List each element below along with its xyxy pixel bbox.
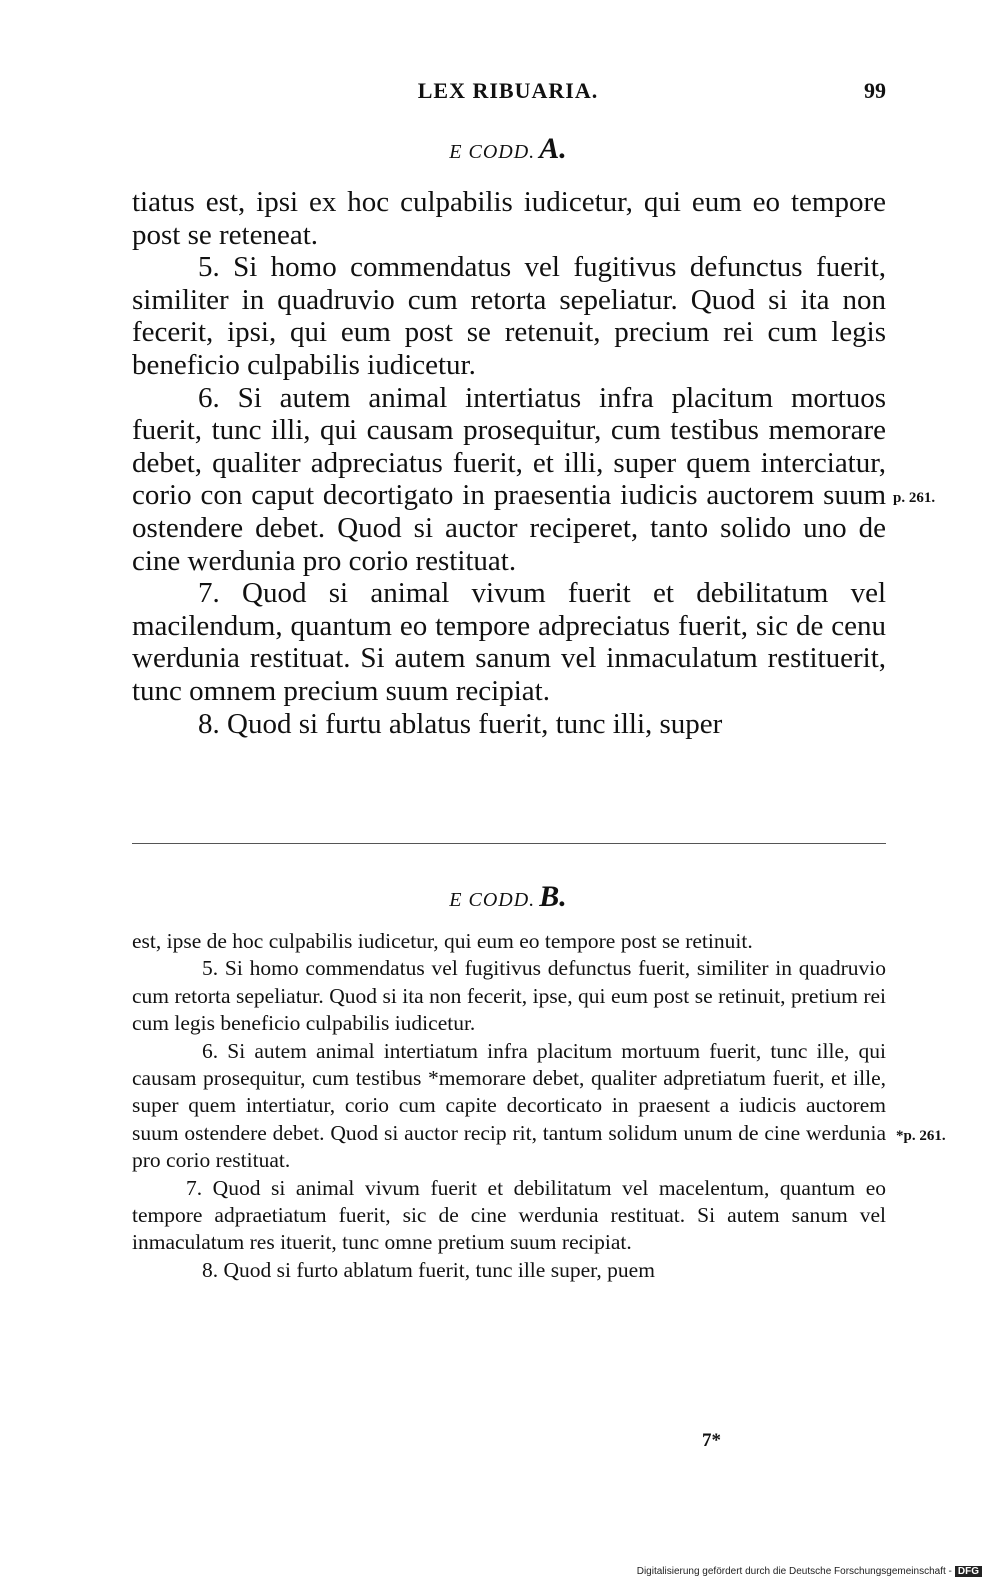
codex-b-paragraph: 7. Quod si animal vivum fuerit et debilitatum vel macelentum, quantum eo tempore adpraetiatum fuerit, sic de cine werdunia restituat. Si autem sanum vel inmaculatum res ituerit, tunc omne pretium suum recipiat.	[132, 1175, 886, 1255]
dfg-logo: DFG	[955, 1566, 982, 1577]
codex-a-heading-prefix: E CODD.	[449, 141, 536, 163]
digitization-footer	[637, 1566, 982, 1577]
codex-b-heading-letter: B.	[539, 880, 567, 913]
codex-a-paragraph: 5. Si homo commendatus vel fugitivus defunctus fuerit, similiter in quadruvio cum retorta sepeliatur. Quod si ita non fecerit, ipsi, qui eum post se retenuit, precium rei cum legis beneficio culpabilis iudicetur.	[132, 251, 886, 381]
signature-mark: 7*	[702, 1430, 721, 1451]
codex-b-paragraph: 8. Quod si furto ablatum fuerit, tunc ille super, puem	[202, 1257, 655, 1282]
footer-text: Digitalisierung gefördert durch die Deutsche Forschungsgemeinschaft -	[636, 1566, 952, 1577]
page-header	[130, 78, 886, 108]
codex-b-paragraph: est, ipse de hoc culpabilis iudicetur, qui eum eo tempore post se retinuit.	[132, 929, 753, 953]
codex-b-margin-note: *p. 261.	[896, 1128, 946, 1144]
section-divider	[132, 843, 886, 844]
codex-a-heading	[130, 132, 886, 166]
running-title: LEX RIBUARIA.	[417, 78, 599, 103]
codex-a-paragraph: tiatus est, ipsi ex hoc culpabilis iudicetur, qui eum eo tempore post se reteneat.	[132, 186, 886, 251]
codex-b-paragraph: 5. Si homo commendatus vel fugitivus defunctus fuerit, similiter in quadruvio cum retorta sepeliatur. Quod si ita non fecerit, ipse, qui eum post se retinuit, pretium rei cum legis beneficio culpabilis iudicetur.	[132, 956, 886, 1036]
codex-a-heading-letter: A.	[539, 132, 567, 165]
codex-a-text	[132, 186, 886, 740]
codex-a-paragraph: 6. Si autem animal intertiatus infra placitum mortuos fuerit, tunc illi, qui causam prosequitur, cum testibus memorare debet, qualiter adpreciatus fuerit, et illi, super quem interciatur, corio con caput decortigato in praesentia iudicis auctorem suum ostendere debet. Quod si auctor reciperet, tanto solido uno de cine werdunia pro corio restituat.	[132, 381, 886, 577]
codex-a-margin-note: p. 261.	[893, 490, 936, 506]
codex-b-text	[132, 928, 886, 1284]
codex-a-paragraph: 7. Quod si animal vivum fuerit et debilitatum vel macilendum, quantum eo tempore adpreciatus fuerit, sic de cenu werdunia restituat. Si autem sanum vel inmaculatum restituerit, tunc omnem precium suum recipiat.	[132, 577, 886, 707]
codex-b-heading-prefix: E CODD.	[449, 889, 536, 911]
codex-b-heading	[130, 880, 886, 914]
codex-a-paragraph: 8. Quod si furtu ablatus fuerit, tunc illi, super	[198, 707, 723, 740]
page-number: 99	[864, 78, 886, 103]
codex-b-paragraph: 6. Si autem animal intertiatum infra placitum mortuum fuerit, tunc ille, qui causam prosequitur, cum testibus *memorare debet, qualiter adpretiatum fuerit, et ille, super quem intertiatur, corio cum capite decorticato in praesent a iudicis auctorem suum ostendere debet. Quod si auctor recip rit, tantum solidum unum de cine werdunia pro corio restituat.	[132, 1038, 886, 1173]
